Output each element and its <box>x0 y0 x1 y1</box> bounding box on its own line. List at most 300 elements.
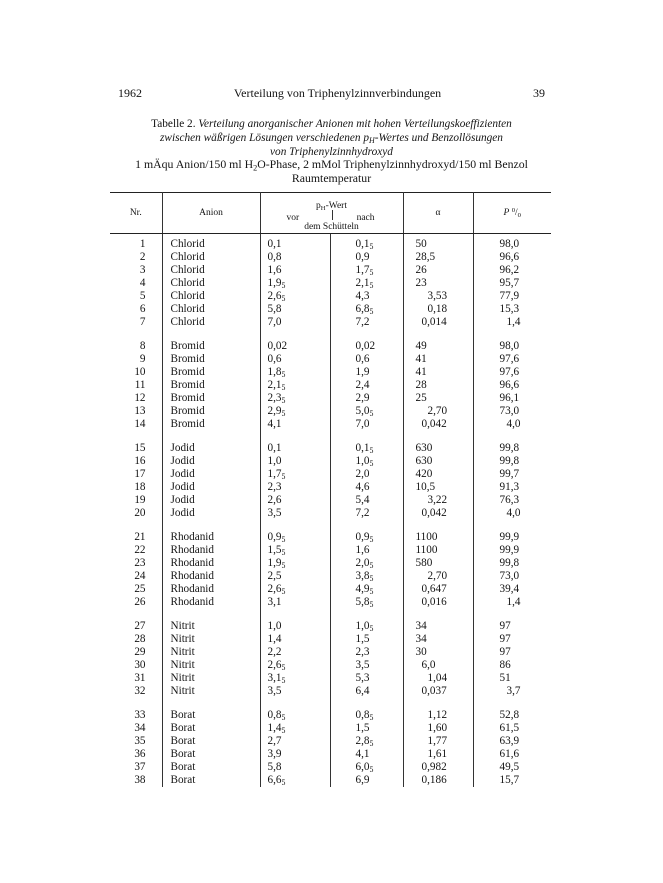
cell-p-percent <box>473 418 551 431</box>
cell-p-percent <box>473 748 551 761</box>
cell-alpha <box>403 761 473 774</box>
cell-ph-nach <box>330 251 403 264</box>
cell-anion-value: Borat <box>170 735 196 748</box>
cell-ph-nach-value: 5,0 <box>355 405 370 418</box>
cell-ph-vor-subscript: 5 <box>281 370 286 380</box>
cell-p-percent-value: 99,8 <box>499 557 520 570</box>
cell-anion-value: Chlorid <box>170 290 205 303</box>
conditions-line-1-sub: 2 <box>253 163 258 173</box>
cell-ph-nach-subscript: 5 <box>369 561 374 571</box>
table-row <box>110 557 551 570</box>
cell-anion <box>162 570 260 583</box>
cell-nr-value: 1 <box>139 238 146 251</box>
cell-nr <box>110 685 162 698</box>
cell-anion <box>162 761 260 774</box>
cell-nr-value: 33 <box>134 709 146 722</box>
cell-ph-nach-subscript: 5 <box>369 574 374 584</box>
group-spacer <box>110 609 551 620</box>
cell-ph-vor <box>260 735 330 748</box>
cell-p-percent-value: 63,9 <box>499 735 520 748</box>
table-row <box>110 672 551 685</box>
cell-ph-vor-subscript: 5 <box>281 587 286 597</box>
cell-p-percent-value: 52,8 <box>499 709 520 722</box>
cell-nr <box>110 442 162 455</box>
cell-p-percent <box>473 340 551 353</box>
cell-anion-value: Bromid <box>170 379 205 392</box>
cell-nr <box>110 481 162 494</box>
cell-ph-vor-value: 1,0 <box>267 455 282 468</box>
cell-ph-nach <box>330 316 403 329</box>
cell-p-percent <box>473 507 551 520</box>
cell-nr-value: 28 <box>134 633 146 646</box>
caption-text-3: von Triphenylzinnhydroxyd <box>270 146 393 158</box>
cell-anion-value: Rhodanid <box>170 544 215 557</box>
cell-nr-value: 7 <box>139 316 146 329</box>
cell-nr <box>110 366 162 379</box>
cell-nr-value: 25 <box>134 583 146 596</box>
header-nr: Nr. <box>110 193 162 234</box>
cell-ph-nach-subscript: 5 <box>369 242 374 252</box>
cell-alpha <box>403 405 473 418</box>
cell-ph-nach-value: 1,5 <box>355 722 370 735</box>
cell-ph-vor-subscript: 5 <box>281 713 286 723</box>
cell-alpha <box>403 442 473 455</box>
cell-nr <box>110 264 162 277</box>
cell-p-percent-value: 99,9 <box>499 544 520 557</box>
cell-ph-nach-value: 2,4 <box>355 379 370 392</box>
cell-alpha-value: 0,18 <box>427 303 448 316</box>
cell-nr <box>110 251 162 264</box>
cell-anion-value: Rhodanid <box>170 596 215 609</box>
cell-ph-nach-value: 3,8 <box>355 570 370 583</box>
cell-ph-nach <box>330 633 403 646</box>
cell-ph-vor <box>260 264 330 277</box>
cell-nr <box>110 405 162 418</box>
cell-anion-value: Bromid <box>170 353 205 366</box>
cell-ph-nach-value: 4,1 <box>355 748 370 761</box>
cell-alpha-value: 0,037 <box>421 685 447 698</box>
cell-ph-nach-value: 2,3 <box>355 646 370 659</box>
cell-ph-vor-value: 6,6 <box>267 774 282 787</box>
cell-anion <box>162 633 260 646</box>
table-row <box>110 494 551 507</box>
caption-text-2: zwischen wäßrigen Lösungen verschiedenen p <box>160 132 369 144</box>
cell-p-percent-value: 51 <box>499 672 511 685</box>
cell-nr-value: 23 <box>134 557 146 570</box>
cell-anion-value: Chlorid <box>170 238 205 251</box>
cell-anion <box>162 455 260 468</box>
cell-anion-value: Bromid <box>170 340 205 353</box>
cell-alpha <box>403 251 473 264</box>
cell-nr <box>110 659 162 672</box>
cell-nr <box>110 722 162 735</box>
cell-ph-nach <box>330 531 403 544</box>
cell-anion <box>162 531 260 544</box>
caption-text-2-sub: H <box>369 136 375 146</box>
cell-ph-vor-value: 2,9 <box>267 405 282 418</box>
cell-ph-nach-subscript: 5 <box>369 268 374 278</box>
cell-ph-vor-value: 5,8 <box>267 761 282 774</box>
cell-anion <box>162 277 260 290</box>
cell-anion-value: Jodid <box>170 468 195 481</box>
table-row <box>110 234 551 252</box>
header-ph-group <box>260 193 403 234</box>
table-row <box>110 596 551 609</box>
cell-alpha <box>403 340 473 353</box>
cell-ph-vor-subscript: 5 <box>281 726 286 736</box>
cell-nr <box>110 392 162 405</box>
cell-ph-nach-value: 6,8 <box>355 303 370 316</box>
cell-ph-vor <box>260 583 330 596</box>
cell-alpha <box>403 557 473 570</box>
table-row <box>110 316 551 329</box>
cell-alpha-value: 1,12 <box>427 709 448 722</box>
table-row <box>110 774 551 787</box>
table-caption <box>110 117 553 159</box>
table-row <box>110 392 551 405</box>
cell-alpha <box>403 722 473 735</box>
cell-ph-nach-value: 0,6 <box>355 353 370 366</box>
cell-p-percent <box>473 303 551 316</box>
conditions-line-2: Raumtemperatur <box>291 171 372 185</box>
cell-ph-vor <box>260 672 330 685</box>
cell-alpha <box>403 455 473 468</box>
cell-alpha-value: 1,60 <box>427 722 448 735</box>
cell-anion-value: Jodid <box>170 507 195 520</box>
cell-ph-vor-value: 2,2 <box>267 646 282 659</box>
cell-alpha <box>403 659 473 672</box>
cell-nr-value: 6 <box>139 303 146 316</box>
table-row <box>110 442 551 455</box>
cell-ph-vor <box>260 303 330 316</box>
cell-anion <box>162 596 260 609</box>
cell-ph-nach-value: 1,0 <box>355 455 370 468</box>
header-ph-title-sub: H <box>320 204 326 212</box>
cell-p-percent <box>473 481 551 494</box>
cell-nr <box>110 672 162 685</box>
table-body <box>110 234 551 788</box>
cell-alpha-value: 28,5 <box>415 251 436 264</box>
cell-ph-vor <box>260 659 330 672</box>
table-row <box>110 761 551 774</box>
cell-ph-nach <box>330 455 403 468</box>
cell-alpha-value: 0,016 <box>421 596 447 609</box>
table-row <box>110 633 551 646</box>
cell-p-percent <box>473 251 551 264</box>
cell-ph-nach <box>330 544 403 557</box>
table-row <box>110 722 551 735</box>
cell-ph-nach-subscript: 5 <box>369 624 374 634</box>
cell-ph-nach-subscript: 5 <box>369 765 374 775</box>
cell-nr-value: 18 <box>134 481 146 494</box>
cell-ph-nach-subscript: 5 <box>369 713 374 723</box>
cell-ph-nach <box>330 557 403 570</box>
cell-alpha-value: 1,77 <box>427 735 448 748</box>
cell-nr-value: 36 <box>134 748 146 761</box>
cell-p-percent <box>473 234 551 252</box>
cell-ph-nach <box>330 379 403 392</box>
cell-nr-value: 13 <box>134 405 146 418</box>
cell-nr-value: 14 <box>134 418 146 431</box>
cell-ph-vor-value: 0,1 <box>267 238 282 251</box>
cell-anion-value: Jodid <box>170 442 195 455</box>
cell-ph-nach <box>330 340 403 353</box>
cell-alpha <box>403 544 473 557</box>
cell-ph-nach-value: 0,1 <box>355 442 370 455</box>
group-spacer <box>110 698 551 709</box>
header-nach: nach <box>356 213 375 223</box>
cell-alpha <box>403 596 473 609</box>
table-row <box>110 264 551 277</box>
cell-alpha <box>403 646 473 659</box>
cell-ph-nach-value: 1,5 <box>355 633 370 646</box>
cell-ph-vor <box>260 316 330 329</box>
cell-anion <box>162 735 260 748</box>
cell-ph-vor-subscript: 5 <box>281 535 286 545</box>
cell-p-percent-value: 98,0 <box>499 340 520 353</box>
cell-alpha-value: 1,04 <box>427 672 448 685</box>
cell-ph-vor <box>260 251 330 264</box>
cell-nr <box>110 748 162 761</box>
table-row <box>110 455 551 468</box>
cell-nr <box>110 646 162 659</box>
cell-p-percent <box>473 709 551 722</box>
cell-ph-nach-subscript: 5 <box>369 587 374 597</box>
cell-anion <box>162 709 260 722</box>
cell-ph-nach-value: 0,02 <box>355 340 376 353</box>
cell-ph-nach-value: 5,3 <box>355 672 370 685</box>
cell-anion <box>162 722 260 735</box>
cell-anion <box>162 392 260 405</box>
table-row <box>110 481 551 494</box>
cell-ph-nach-value: 7,2 <box>355 316 370 329</box>
cell-ph-vor <box>260 761 330 774</box>
cell-ph-vor-value: 2,3 <box>267 392 282 405</box>
header-anion: Anion <box>162 193 260 234</box>
cell-nr-value: 3 <box>139 264 146 277</box>
cell-anion <box>162 494 260 507</box>
table-row <box>110 366 551 379</box>
cell-ph-vor <box>260 709 330 722</box>
table-row <box>110 418 551 431</box>
cell-ph-vor-value: 0,1 <box>267 442 282 455</box>
cell-nr <box>110 620 162 633</box>
cell-alpha-value: 1,61 <box>427 748 448 761</box>
cell-alpha-value: 1100 <box>415 544 438 557</box>
cell-alpha <box>403 672 473 685</box>
cell-nr-value: 11 <box>134 379 146 392</box>
cell-ph-nach <box>330 494 403 507</box>
cell-anion <box>162 418 260 431</box>
cell-ph-vor-value: 0,6 <box>267 353 282 366</box>
cell-p-percent <box>473 468 551 481</box>
cell-nr-value: 16 <box>134 455 146 468</box>
cell-ph-vor-value: 3,1 <box>267 672 282 685</box>
cell-ph-nach <box>330 481 403 494</box>
cell-alpha-value: 0,186 <box>421 774 447 787</box>
cell-alpha <box>403 735 473 748</box>
cell-ph-nach <box>330 659 403 672</box>
cell-nr <box>110 709 162 722</box>
cell-alpha-value: 1100 <box>415 531 438 544</box>
cell-p-percent-value: 96,1 <box>499 392 520 405</box>
cell-anion-value: Borat <box>170 761 196 774</box>
cell-nr <box>110 544 162 557</box>
cell-p-percent-value: 4,0 <box>506 418 521 431</box>
cell-alpha-value: 34 <box>415 620 427 633</box>
cell-alpha-value: 41 <box>415 366 427 379</box>
cell-alpha-value: 50 <box>415 238 427 251</box>
cell-anion-value: Chlorid <box>170 264 205 277</box>
cell-alpha <box>403 709 473 722</box>
cell-ph-vor-value: 1,6 <box>267 264 282 277</box>
cell-ph-vor <box>260 748 330 761</box>
cell-anion <box>162 646 260 659</box>
header-p-letter: P <box>503 207 510 218</box>
cell-p-percent <box>473 392 551 405</box>
table-row <box>110 468 551 481</box>
cell-nr <box>110 557 162 570</box>
cell-ph-vor-value: 1,5 <box>267 544 282 557</box>
cell-anion-value: Jodid <box>170 494 195 507</box>
cell-ph-vor-value: 1,4 <box>267 633 282 646</box>
cell-ph-vor <box>260 277 330 290</box>
cell-p-percent <box>473 570 551 583</box>
cell-ph-nach <box>330 353 403 366</box>
cell-ph-nach-value: 6,0 <box>355 761 370 774</box>
cell-alpha <box>403 748 473 761</box>
cell-p-percent-value: 15,3 <box>499 303 520 316</box>
cell-anion <box>162 366 260 379</box>
cell-ph-vor-value: 0,9 <box>267 531 282 544</box>
cell-nr <box>110 596 162 609</box>
cell-p-percent-value: 61,5 <box>499 722 520 735</box>
cell-p-percent <box>473 316 551 329</box>
cell-ph-nach-value: 7,2 <box>355 507 370 520</box>
cell-ph-nach <box>330 646 403 659</box>
cell-p-percent <box>473 366 551 379</box>
cell-alpha-value: 630 <box>415 455 433 468</box>
cell-p-percent <box>473 264 551 277</box>
cell-ph-vor <box>260 494 330 507</box>
cell-ph-vor <box>260 353 330 366</box>
cell-ph-nach <box>330 761 403 774</box>
cell-p-percent <box>473 774 551 787</box>
cell-ph-vor <box>260 570 330 583</box>
cell-nr <box>110 494 162 507</box>
header-vor: vor <box>286 213 300 223</box>
cell-p-percent <box>473 735 551 748</box>
cell-ph-vor-value: 2,6 <box>267 290 282 303</box>
cell-anion-value: Nitrit <box>170 672 195 685</box>
cell-ph-vor-subscript: 5 <box>281 548 286 558</box>
cell-ph-vor <box>260 234 330 252</box>
table-row <box>110 303 551 316</box>
table-row <box>110 290 551 303</box>
caption-label: Tabelle 2. <box>151 118 196 130</box>
cell-alpha-value: 2,70 <box>427 570 448 583</box>
cell-nr <box>110 234 162 252</box>
cell-ph-nach <box>330 303 403 316</box>
cell-ph-vor-value: 2,6 <box>267 659 282 672</box>
cell-ph-vor <box>260 468 330 481</box>
cell-anion-value: Nitrit <box>170 659 195 672</box>
cell-ph-nach <box>330 685 403 698</box>
table-row <box>110 646 551 659</box>
cell-ph-vor-subscript: 5 <box>281 676 286 686</box>
cell-ph-vor <box>260 596 330 609</box>
cell-alpha-value: 420 <box>415 468 433 481</box>
cell-ph-nach-value: 2,9 <box>355 392 370 405</box>
table-row <box>110 748 551 761</box>
cell-ph-vor-value: 1,7 <box>267 468 282 481</box>
cell-ph-vor-value: 3,9 <box>267 748 282 761</box>
cell-p-percent <box>473 353 551 366</box>
cell-p-percent-value: 73,0 <box>499 405 520 418</box>
cell-alpha-value: 3,22 <box>427 494 448 507</box>
cell-anion <box>162 557 260 570</box>
table-row <box>110 405 551 418</box>
cell-ph-nach-value: 4,6 <box>355 481 370 494</box>
cell-alpha <box>403 481 473 494</box>
cell-ph-vor-value: 3,5 <box>267 507 282 520</box>
cell-ph-vor-value: 3,1 <box>267 596 282 609</box>
cell-alpha-value: 0,042 <box>421 418 447 431</box>
conditions-line-1b: O-Phase, 2 mMol Triphenylzinnhydroxyd/150 ml Benzol <box>257 157 528 171</box>
cell-ph-vor-subscript: 5 <box>281 281 286 291</box>
cell-p-percent <box>473 620 551 633</box>
cell-ph-nach-value: 4,3 <box>355 290 370 303</box>
cell-ph-nach <box>330 234 403 252</box>
cell-p-percent <box>473 379 551 392</box>
cell-ph-nach-value: 6,4 <box>355 685 370 698</box>
cell-p-percent <box>473 442 551 455</box>
cell-ph-nach-subscript: 5 <box>369 446 374 456</box>
cell-alpha <box>403 290 473 303</box>
caption-text-2b: -Wertes und Benzollösungen <box>374 132 503 144</box>
table-row <box>110 544 551 557</box>
cell-alpha-value: 2,70 <box>427 405 448 418</box>
cell-p-percent <box>473 583 551 596</box>
cell-ph-vor-subscript: 5 <box>281 472 286 482</box>
cell-p-percent-value: 61,6 <box>499 748 520 761</box>
table-row <box>110 340 551 353</box>
cell-alpha <box>403 583 473 596</box>
cell-p-percent-value: 73,0 <box>499 570 520 583</box>
cell-ph-vor-subscript: 5 <box>281 561 286 571</box>
cell-ph-vor-value: 4,1 <box>267 418 282 431</box>
cell-anion-value: Bromid <box>170 405 205 418</box>
cell-alpha-value: 630 <box>415 442 433 455</box>
cell-anion <box>162 340 260 353</box>
cell-p-percent <box>473 685 551 698</box>
cell-ph-nach-value: 1,0 <box>355 620 370 633</box>
cell-ph-vor <box>260 392 330 405</box>
cell-anion-value: Nitrit <box>170 620 195 633</box>
cell-anion <box>162 353 260 366</box>
cell-ph-nach <box>330 735 403 748</box>
cell-p-percent-value: 99,8 <box>499 455 520 468</box>
cell-nr-value: 30 <box>134 659 146 672</box>
cell-ph-nach-subscript: 5 <box>369 281 374 291</box>
cell-anion-value: Borat <box>170 774 196 787</box>
cell-nr <box>110 570 162 583</box>
cell-ph-vor-subscript: 5 <box>281 383 286 393</box>
cell-ph-vor <box>260 646 330 659</box>
cell-alpha-value: 0,042 <box>421 507 447 520</box>
cell-ph-vor-value: 2,3 <box>267 481 282 494</box>
table-row <box>110 379 551 392</box>
